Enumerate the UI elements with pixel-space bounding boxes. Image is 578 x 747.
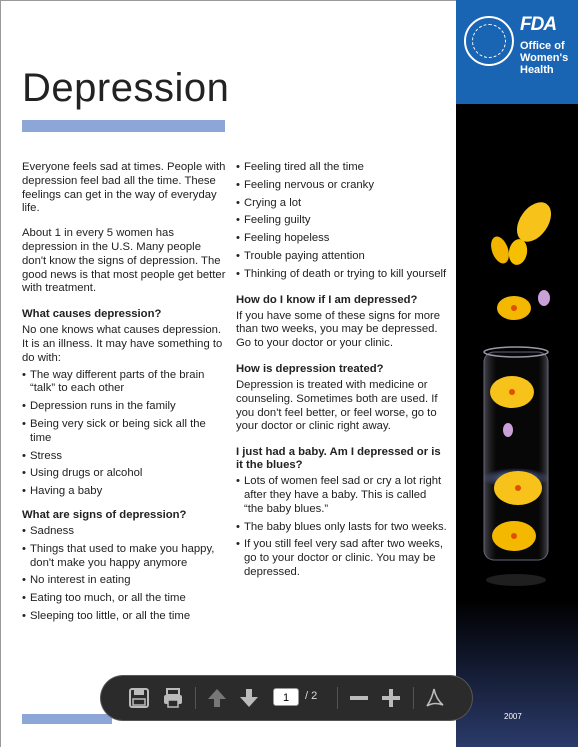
toolbar-separator [337,687,338,709]
baby-heading: I just had a baby. Am I depressed or is it the blues? [236,446,441,472]
signs-heading: What are signs of depression? [22,508,187,521]
page-number-input[interactable]: 1 [273,688,299,706]
list-item: • Depression runs in the family [22,400,227,414]
office-name: Office of Women's Health [520,40,569,76]
title-underline-bar [22,120,225,132]
arrow-down-icon[interactable] [237,686,261,710]
causes-paragraph: No one knows what causes depression. It is an illness. It may have something to do with: [22,324,223,364]
toolbar-separator [413,687,414,709]
left-column [22,161,227,628]
list-item: • Crying a lot [236,197,448,211]
footer-bar [22,714,112,724]
list-item: • Being very sick or being sick all the time [22,418,227,446]
acrobat-icon[interactable] [423,686,447,710]
list-item: • Thinking of death or trying to kill yourself [236,268,448,282]
causes-list [22,369,227,499]
know-paragraph: If you have some of these signs for more than two weeks, you may be depressed. Go to your doctor or your clinic. [236,309,441,350]
zoom-out-icon[interactable] [347,686,371,710]
flowers-in-tube-illustration [456,0,578,747]
list-item: • Feeling tired all the time [236,161,448,175]
statistics-paragraph: About 1 in every 5 women has depression in the U.S. Many people don't know the signs of depression. The good news is that most people get better with treatment. [22,227,226,295]
list-item: • Eating too much, or all the time [22,592,227,606]
list-item: • Using drugs or alcohol [22,467,227,481]
intro-paragraph: Everyone feels sad at times. People with depression feel bad all the time. These feelings can get in the way of everyday life. [22,161,226,215]
fda-logo: FDA [520,14,557,35]
page-border [0,0,1,747]
list-item: • Things that used to make you happy, don't make you happy anymore [22,543,227,571]
causes-heading: What causes depression? [22,308,162,321]
list-item: • The baby blues only lasts for two weeks. [236,521,448,535]
list-item: • Stress [22,450,227,464]
save-icon[interactable] [127,686,151,710]
right-column [236,161,448,584]
list-item: • Feeling hopeless [236,232,448,246]
pdf-toolbar [101,676,472,720]
list-item: • Sleeping too little, or all the time [22,610,227,624]
list-item: • If you still feel very sad after two weeks, go to your doctor or clinic. You may be depressed. [236,538,448,579]
treatment-paragraph: Depression is treated with medicine or counseling. Sometimes both are used. If you don't feel better, or feel worse, go to your doctor or clinic right away. [236,378,438,433]
page-title: Depression [22,66,230,110]
page-total-label: / 2 [305,690,318,702]
print-icon[interactable] [161,686,185,710]
sidebar-image-panel [456,0,578,747]
baby-list [236,475,448,580]
treatment-heading: How is depression treated? [236,362,384,375]
list-item: • No interest in eating [22,574,227,588]
list-item: • Feeling nervous or cranky [236,179,448,193]
list-item: • The way different parts of the brain “talk” to each other [22,369,227,397]
list-item: • Sadness [22,525,227,539]
signs-list [22,525,227,624]
toolbar-separator [195,687,196,709]
zoom-in-icon[interactable] [379,686,403,710]
list-item: • Feeling guilty [236,214,448,228]
list-item: • Having a baby [22,485,227,499]
year-label: 2007 [504,712,522,721]
list-item: • Trouble paying attention [236,250,448,264]
signs-list-continued [236,161,448,282]
list-item: • Lots of women feel sad or cry a lot right after they have a baby. This is called “the baby blues.” [236,475,448,516]
arrow-up-icon[interactable] [205,686,229,710]
know-heading: How do I know if I am depressed? [236,293,418,306]
